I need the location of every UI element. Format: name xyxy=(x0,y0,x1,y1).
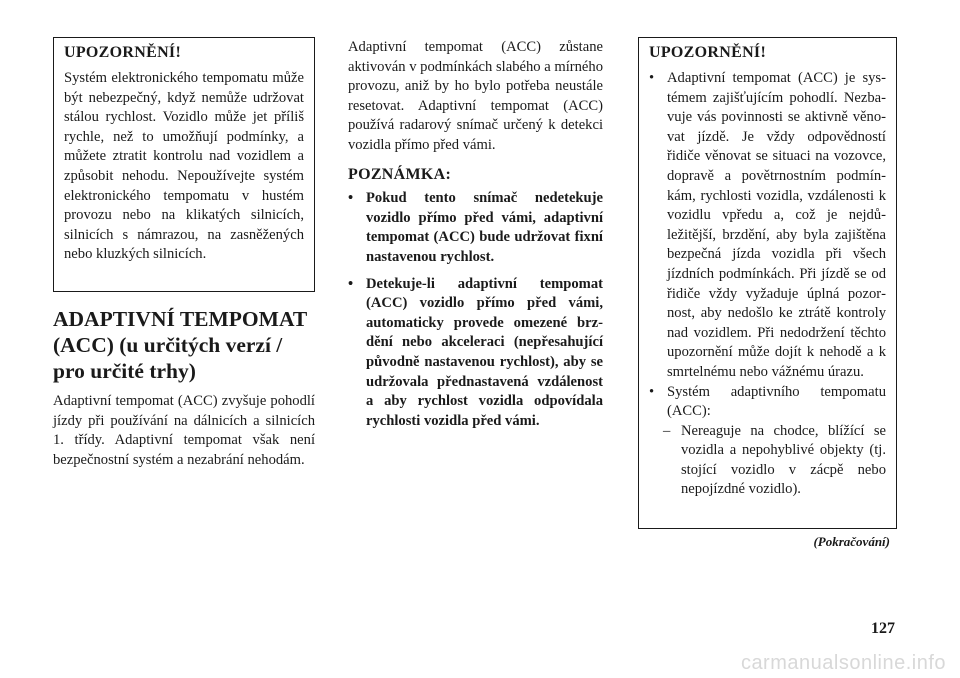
continued-label: (Pokračování) xyxy=(813,534,890,549)
left-column xyxy=(53,37,315,470)
warning-item: • Systém adaptivního tempomatu (ACC): xyxy=(649,383,886,420)
warning-sublist xyxy=(649,422,886,500)
middle-column xyxy=(348,38,603,438)
note-item: • Pokud tento snímač nedetekuje vozidlo přímo před vámi, adaptivní tempomat (ACC) bude udržovat fixní nastavenou rychlost. xyxy=(348,190,603,265)
warning-title: UPOZORNĚNÍ! xyxy=(64,44,182,61)
right-column xyxy=(638,37,897,529)
bullet-icon: • xyxy=(348,190,354,207)
warning-list xyxy=(649,69,886,422)
note-item: • Detekuje-li adaptivní tempomat (ACC) vozidlo přímo před vámi, automaticky provede omezené brzdění nebo akceleraci (nepřesahující původně nastavenou rychlost), aby se udržovala přednastavená vzdálenost a aby rychlost vozidla odpovídala rychlosti vozidla před vámi. xyxy=(348,275,603,429)
warning-box-left xyxy=(53,37,315,292)
acc-paragraph: Adaptivní tempomat (ACC) zůstane aktivován v podmínkách slabého a mírného provozu, aniž by ho bylo potřeba neustále resetovat. Adaptivní tempomat (ACC) používá radarový snímač určený k detekci vozidla přímo před vámi. xyxy=(348,39,603,153)
warning-subitem: – Nereaguje na chodce, blížící se vozidla a nepohyblivé objekty (tj. stojící vozidlo v zácpě nebo nepojízdné vozidlo). xyxy=(663,422,886,498)
dash-icon: – xyxy=(663,422,671,439)
warning-box-right xyxy=(638,37,897,529)
warning-title: UPOZORNĚNÍ! xyxy=(649,44,767,61)
section-heading: ADAPTIVNÍ TEMPOMAT (ACC) (u určitých verzí / pro určité trhy) xyxy=(53,307,307,383)
bullet-icon: • xyxy=(649,383,655,400)
bullet-icon: • xyxy=(649,70,655,86)
page-number: 127 xyxy=(871,620,895,637)
watermark: carmanualsonline.info xyxy=(740,652,946,674)
bullet-icon: • xyxy=(348,275,354,292)
note-list xyxy=(348,189,603,431)
note-title: POZNÁMKA: xyxy=(348,165,452,183)
warning-item: • Adaptivní tempomat (ACC) je systémem zajišťujícím pohodlí. Nezbavuje vás povinnosti se aktivně věnovat jízdě. Je vždy odpovědností řidiče věnovat se situaci na vozovce, dopravě a povětrnostním podmínkám, rychlosti vozidla, vzdálenosti k vozidlu vpředu a, což je nejdůležitější, brzdění, aby byla zajištěna bezpečná jízda vozidla při všech jízdních podmínkách. Při jízdě se od řidiče vždy vyžaduje úplná pozornost, aby nedošlo ke ztrátě kontroly nad vozidlem. Při nedodržení těchto upozornění může dojít k nehodě a k smrtelnému nebo vážnému úrazu. xyxy=(649,70,886,380)
warning-text: Systém elektronického tempomatu může být nebezpečný, když nemůže udržovat stálou rychlost. Vozidlo může jet příliš rychle, než to umožňují podmínky, a můžete ztratit kontrolu nad vozidlem a způsobit nehodu. Nepoužívejte systém elektronického tempomatu v hustém provozu nebo na klikatých silnicích, silnicích s námrazou, na zasněžených nebo kluzkých silnicích. xyxy=(64,70,304,263)
intro-paragraph: Adaptivní tempomat (ACC) zvyšuje pohodlí jízdy při používání na dálnicích a silnicích 1. třídy. Adaptivní tempomat však není bezpečnostní systém a nezabrání nehodám. xyxy=(53,393,315,468)
